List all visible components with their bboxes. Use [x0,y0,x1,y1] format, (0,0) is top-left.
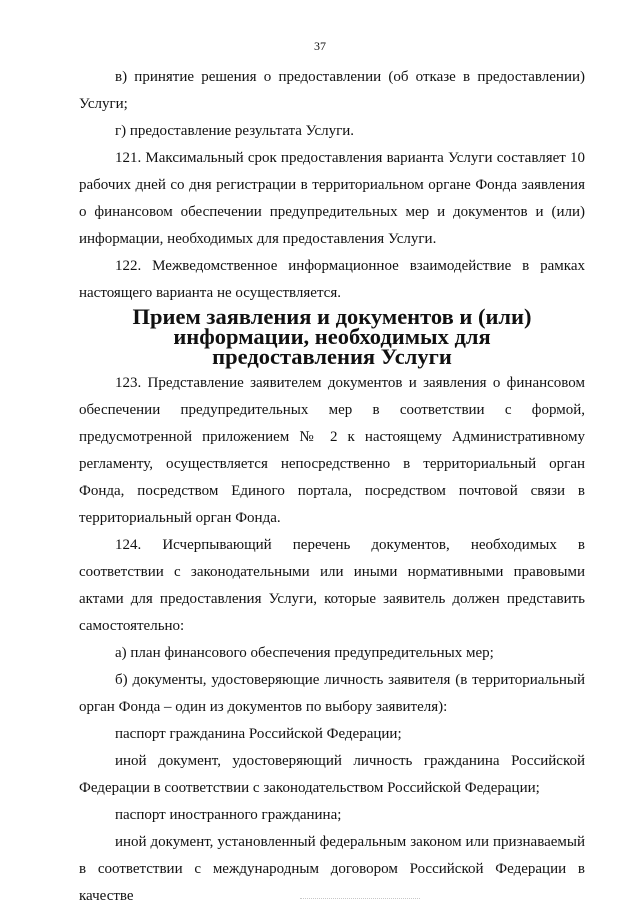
paragraph-item-b: б) документы, удостоверяющие личность заявителя (в территориальный орган Фонда – один из документов по выбору заявителя): [79,672,585,715]
paragraph-122: 122. Межведомственное информационное взаимодействие в рамках настоящего варианта не осуществляется. [79,258,585,301]
section-heading [79,304,585,369]
paragraph-item-g: г) предоставление результата Услуги. [115,123,355,139]
list-item-passport-rf: паспорт гражданина Российской Федерации; [115,726,402,742]
paragraph-124: 124. Исчерпывающий перечень документов, необходимых в соответствии с законодательными или иными нормативными правовыми актами для предоставления Услуги, которые заявитель должен представить самостоятельно: [79,537,585,634]
page-number: 37 [314,39,326,53]
paragraph-123: 123. Представление заявителем документов и заявления о финансовом обеспечении предупредительных мер в соответствии с формой, предусмотренной приложением № 2 к настоящему Административному регламенту, осуществляется непосредственно в территориальный орган Фонда, посредством Единого портала, посредством почтовой связи в территориальный орган Фонда. [79,375,585,526]
list-item-other-federal-document: иной документ, установленный федеральным законом или признаваемый в соответствии с международным договором Российской Федерации в качестве [79,834,585,904]
list-item-foreign-passport: паспорт иностранного гражданина; [115,807,342,823]
paragraph-item-a: а) план финансового обеспечения предупредительных мер; [115,645,494,661]
list-item-other-identity-document: иной документ, удостоверяющий личность гражданина Российской Федерации в соответствии с законодательством Российской Федерации; [79,753,585,796]
page-content [79,64,585,904]
section-heading-line-2: предоставления Услуги [212,344,452,369]
scan-artifact [300,898,420,901]
paragraph-121: 121. Максимальный срок предоставления варианта Услуги составляет 10 рабочих дней со дня регистрации в территориальном органе Фонда заявления о финансовом обеспечении предупредительных мер и документов и (или) информации, необходимых для предоставления Услуги. [79,150,585,247]
paragraph-item-v: в) принятие решения о предоставлении (об отказе в предоставлении) Услуги; [79,69,585,112]
section-heading-line-1: Прием заявления и документов и (или) информации, необходимых для [132,304,532,349]
